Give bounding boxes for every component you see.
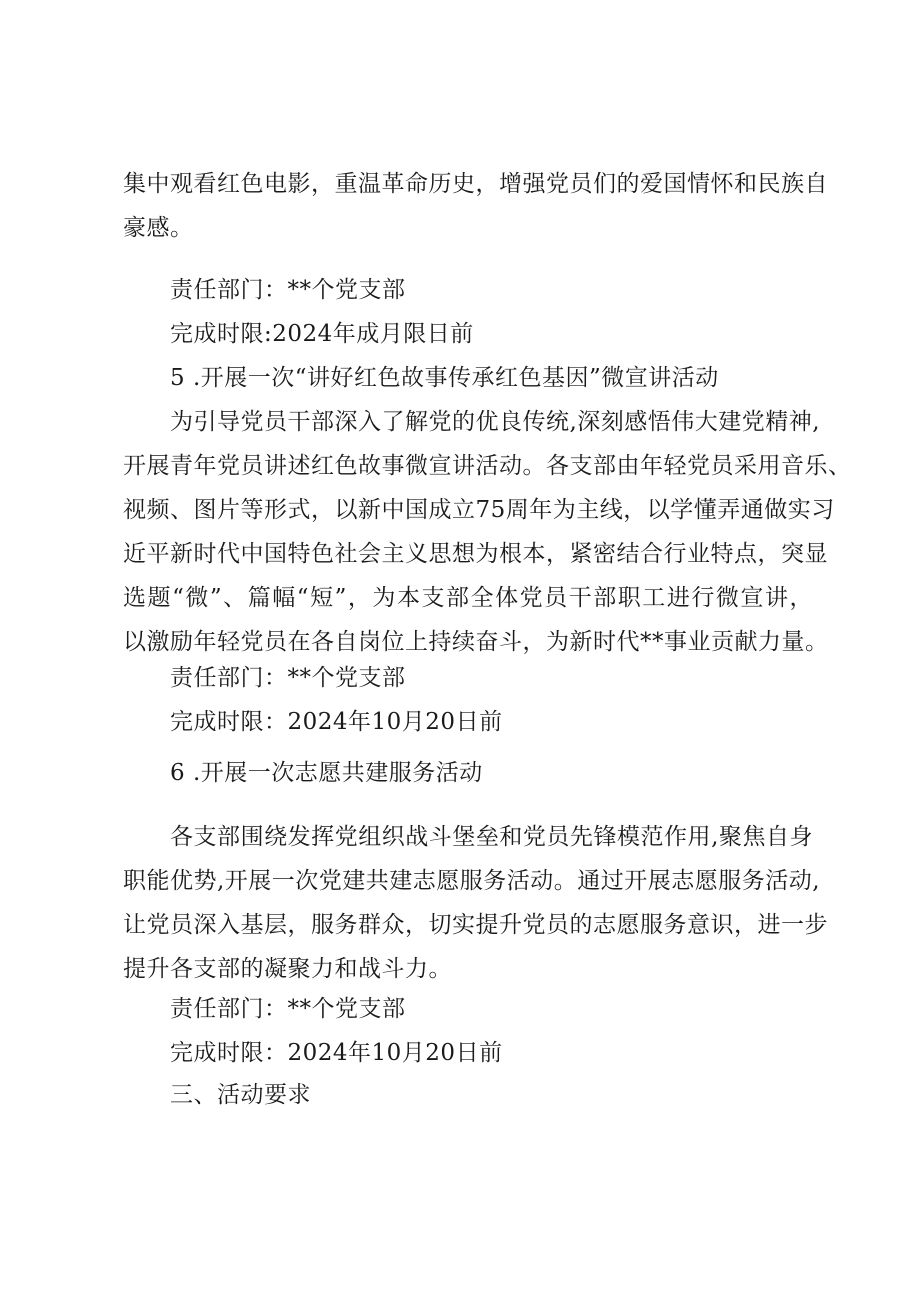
item-heading: 6 .开展一次志愿共建服务活动	[170, 760, 483, 786]
responsible-department: 责任部门：**个党支部	[170, 996, 406, 1022]
item-heading: 5 .开展一次“讲好红色故事传承红色基因”微宣讲活动	[170, 365, 719, 391]
paragraph-line: 以激励年轻党员在各自岗位上持续奋斗，为新时代**事业贡献力量。	[123, 629, 829, 655]
paragraph-line: 近平新时代中国特色社会主义思想为根本，紧密结合行业特点，突显	[123, 541, 828, 567]
paragraph-line: 为引导党员干部深入了解党的优良传统,深刻感悟伟大建党精神,	[170, 409, 821, 435]
paragraph-line: 视频、图片等形式，以新中国成立75周年为主线，以学懂弄通做实习	[123, 497, 835, 523]
deadline: 完成时限：2024年10月20日前	[170, 1040, 503, 1066]
paragraph-line: 各支部围绕发挥党组织战斗堡垒和党员先锋模范作用,聚焦自身	[170, 824, 813, 850]
paragraph-line: 提升各支部的凝聚力和战斗力。	[123, 956, 452, 982]
paragraph-line: 集中观看红色电影，重温革命历史，增强党员们的爱国情怀和民族自	[123, 171, 828, 197]
paragraph-line: 开展青年党员讲述红色故事微宣讲活动。各支部由年轻党员采用音乐、	[123, 453, 852, 479]
paragraph-line: 让党员深入基层，服务群众，切实提升党员的志愿服务意识，进一步	[123, 912, 828, 938]
responsible-department: 责任部门：**个党支部	[170, 277, 406, 303]
paragraph-line: 选题“微”、篇幅“短”，为本支部全体党员干部职工进行微宣讲，	[123, 585, 813, 611]
paragraph-line: 豪感。	[123, 215, 194, 241]
section-heading: 三、活动要求	[170, 1082, 311, 1108]
responsible-department: 责任部门：**个党支部	[170, 665, 406, 691]
deadline: 完成时限:2024年成月限日前	[170, 321, 474, 347]
deadline: 完成时限：2024年10月20日前	[170, 709, 503, 735]
paragraph-line: 职能优势,开展一次党建共建志愿服务活动。通过开展志愿服务活动,	[123, 868, 821, 894]
